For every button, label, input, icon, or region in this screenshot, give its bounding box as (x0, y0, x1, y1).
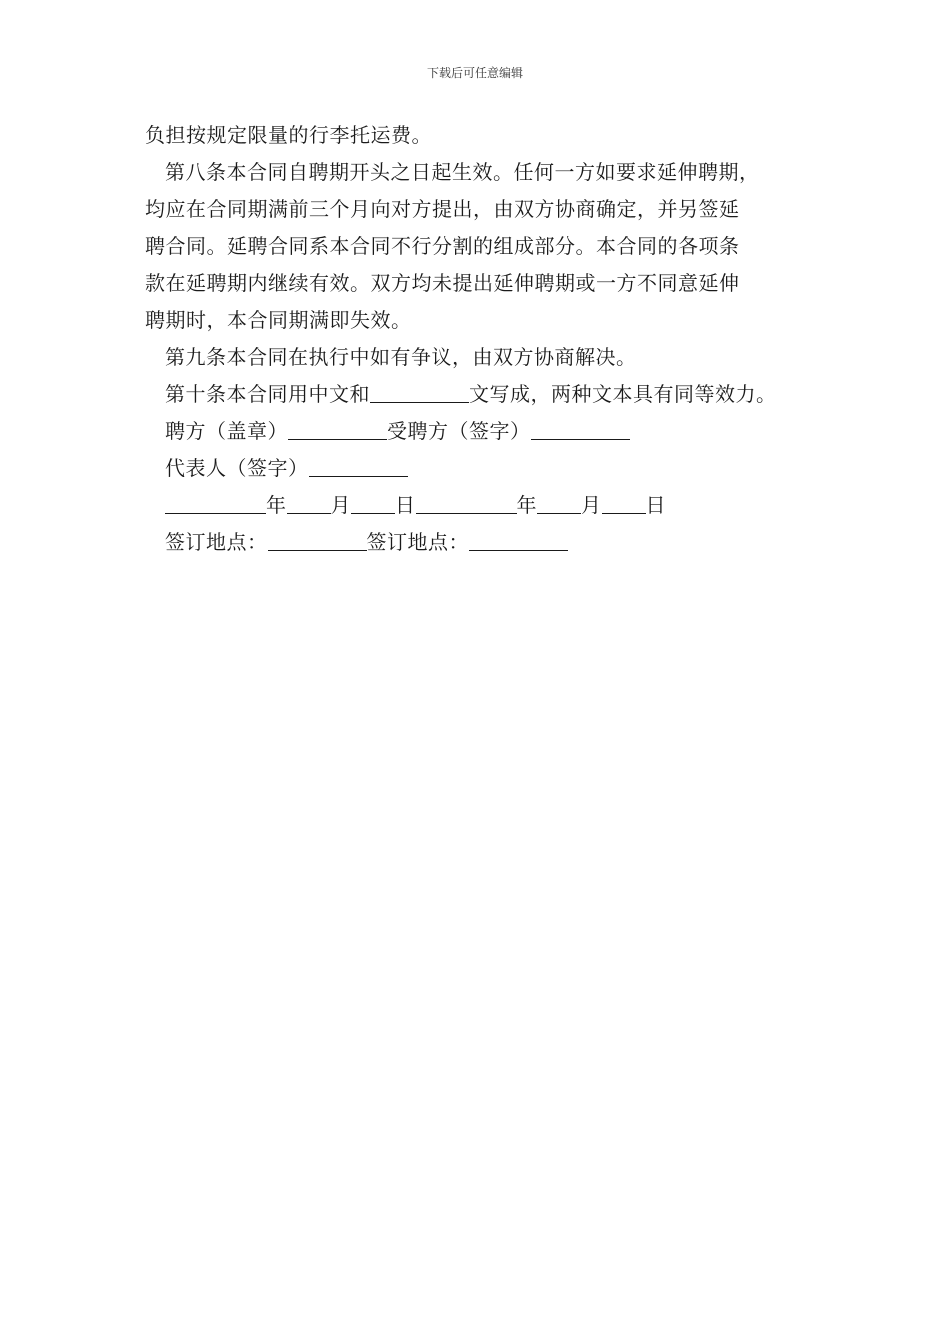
article-10-text-a: 第十条本合同用中文和 (165, 382, 370, 406)
employee-label: 受聘方（签字） (387, 419, 531, 443)
employee-blank (531, 417, 630, 440)
month-blank (287, 491, 331, 514)
month-blank (537, 491, 581, 514)
place-blank (469, 528, 568, 551)
year-blank (416, 491, 517, 514)
article-9: 第九条本合同在执行中如有争议，由双方协商解决。 (165, 345, 637, 369)
article-8-line: 均应在合同期满前三个月向对方提出，由双方协商确定，并另签延 (145, 197, 740, 221)
employer-label: 聘方（盖章） (165, 419, 288, 443)
representative-blank (309, 454, 408, 477)
article-8-line: 聘期时，本合同期满即失效。 (145, 308, 412, 332)
place-label: 签订地点： (165, 530, 268, 554)
article-10-text-b: 文写成，两种文本具有同等效力。 (469, 382, 777, 406)
date-row (145, 487, 825, 524)
day-blank (602, 491, 646, 514)
place-blank (268, 528, 367, 551)
article-10 (145, 376, 825, 413)
day-blank (351, 491, 395, 514)
page-header: 下载后可任意编辑 (426, 66, 523, 80)
signature-parties-row (145, 413, 825, 450)
employer-blank (288, 417, 387, 440)
year-label: 年 (266, 493, 287, 517)
year-label: 年 (516, 493, 537, 517)
language-blank (370, 380, 469, 403)
place-label: 签订地点： (366, 530, 469, 554)
document-body (145, 117, 825, 561)
article-8-line: 第八条本合同自聘期开头之日起生效。任何一方如要求延伸聘期， (165, 160, 760, 184)
representative-label: 代表人（签字） (165, 456, 309, 480)
article-8-line: 聘合同。延聘合同系本合同不行分割的组成部分。本合同的各项条 (145, 234, 740, 258)
paragraph-line: 负担按规定限量的行李托运费。 (145, 123, 432, 147)
day-label: 日 (395, 493, 416, 517)
representative-row (145, 450, 825, 487)
day-label: 日 (645, 493, 666, 517)
signing-place-row (145, 524, 825, 561)
month-label: 月 (330, 493, 351, 517)
article-8-line: 款在延聘期内继续有效。双方均未提出延伸聘期或一方不同意延伸 (145, 271, 740, 295)
month-label: 月 (581, 493, 602, 517)
year-blank (165, 491, 266, 514)
